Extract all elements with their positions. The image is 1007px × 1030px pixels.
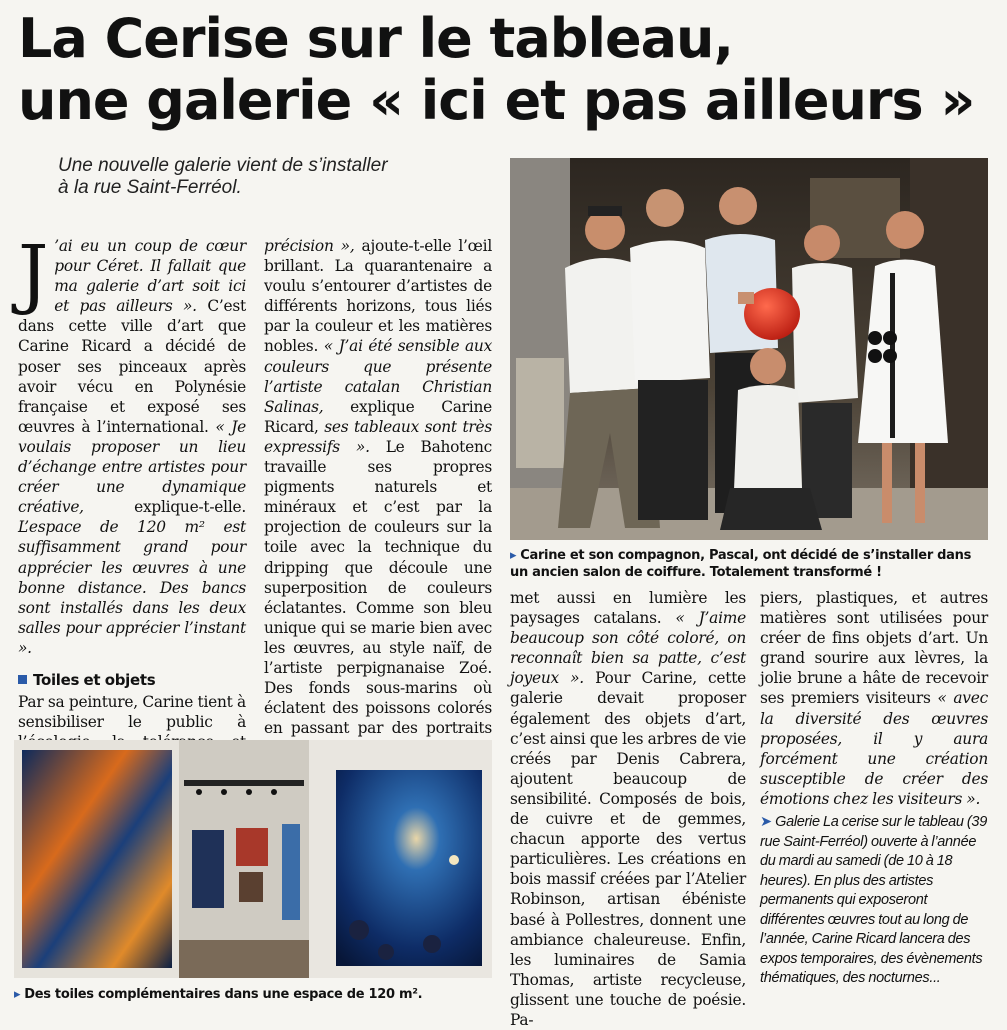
caption-arrow-icon: ▸ bbox=[510, 548, 517, 563]
photo-gallery-interior-illustration bbox=[14, 740, 492, 978]
subheading bbox=[18, 670, 246, 690]
text-c3p1: met aussi en lumière les paysages catalans. bbox=[510, 589, 746, 628]
caption-photo-2-text: Des toiles complémentaires dans une espace de 120 m². bbox=[24, 987, 423, 1002]
quote-0: précision », bbox=[264, 237, 355, 255]
article-column-3 bbox=[510, 588, 746, 1030]
text-c2p2: explique Carine Ricard, bbox=[264, 397, 492, 436]
deck-line-2: à la rue Saint-Ferréol. bbox=[58, 177, 242, 198]
quote-intro: ’ai eu un coup de cœur pour Céret. Il fallait que ma galerie d’art soit ici et pas ailleurs ». bbox=[54, 237, 246, 316]
caption-photo-2 bbox=[14, 986, 492, 1003]
quote-c2-1: « J’ai été sensible aux couleurs que présente l’artiste catalan Christian Salinas, bbox=[264, 337, 492, 416]
quote-2: L’espace de 120 m² est suffisamment grand pour apprécier les œuvres à une bonne distance. Des bancs sont installés dans les deux salles pour apprécier l’instant ». bbox=[18, 518, 246, 657]
paragraph-5 bbox=[760, 588, 988, 809]
text-p3: Par sa peinture, Carine tient à sensibiliser le public à bbox=[18, 693, 246, 732]
headline bbox=[18, 8, 998, 132]
info-arrow-icon: ➤ bbox=[760, 814, 772, 831]
paragraph-3 bbox=[264, 236, 492, 758]
article-column-2 bbox=[264, 236, 492, 758]
quote-c2-2: ses tableaux sont très expressifs ». bbox=[264, 417, 492, 456]
quote-c4-1: « avec la diversité des œuvres proposées, il y aura forcément une création susceptible de créer des émotions chez les visiteurs ». bbox=[760, 689, 988, 808]
quote-1: « Je voulais proposer un lieu d’échange entre artistes pour créer une dynamique créative, bbox=[18, 417, 247, 517]
paragraph-intro bbox=[18, 228, 247, 658]
deck-line-1: Une nouvelle galerie vient de s’installer bbox=[58, 155, 388, 176]
text-c2p3: Le Bahotenc travaille ses propres pigments naturels et minéraux et c’est par la projection de couleurs sur la toile avec la technique du dripping que découle une superposition de couleurs éclatantes. Comme son bleu unique qui se marie bien avec les œuvres, au style naïf, de l’artiste perpignanaise Zoé. Des fonds sous-marins où éclatent des poissons colorés en passant par des portraits bbox=[264, 437, 492, 738]
drop-cap: J bbox=[18, 228, 49, 317]
paragraph-4 bbox=[510, 588, 746, 1030]
photo-gallery-team-illustration bbox=[510, 158, 988, 540]
photo-gallery-interior bbox=[14, 740, 492, 978]
subheading-text: Toiles et objets bbox=[33, 670, 156, 689]
quote-c3-1: « J’aime beaucoup son côté coloré, on reconnaît bien sa patte, c’est joyeux ». bbox=[510, 609, 746, 688]
text-p1: C’est dans cette ville d’art que Carine Ricard a décidé de poser ses pinceaux après avoir vécu en Polynésie française et exposé ses œuvres à l’international. bbox=[18, 297, 246, 436]
square-bullet-icon bbox=[18, 675, 27, 684]
article-column-1 bbox=[18, 228, 247, 813]
text-c4p1: piers, plastiques, et autres matières sont utilisées pour créer de fins objets d’art. Un grand sourire aux lèvres, la jolie brune a hâte de recevoir ses premiers visiteurs bbox=[760, 589, 988, 708]
practical-info bbox=[760, 813, 988, 989]
practical-info-text: Galerie La cerise sur le tableau (39 rue Saint-Ferréol) ouverte à l’année du mardi au samedi (de 10 à 18 heures). En plus des artistes permanents qui exposeront différentes œuvres tout au long de l’année, Carine Ricard lancera des expos temporaires, des évènements thématiques, des nocturnes... bbox=[760, 814, 987, 987]
text-c3p2: Pour Carine, cette galerie devait proposer également des objets d’art, c’est ainsi que les arbres de vie créés par Denis Cabrera, ajoutent beaucoup de sensibilité. Composés de bois, de cuivre et de gemmes, chacun apporte des vertus particulières. Les créations en bois massif créées par l’Atelier Robinson, artisan ébéniste basé à Pollestres, donnent une ambiance chaleureuse. Enfin, les luminaires de Samia Thomas, artiste recycleuse, glissent une touche de poésie. Pa- bbox=[510, 669, 746, 1029]
deck bbox=[58, 155, 438, 199]
caption-photo-1-text: Carine et son compagnon, Pascal, ont décidé de s’installer dans un ancien salon de coiffure. Totalement transformé ! bbox=[510, 548, 972, 580]
article-column-4 bbox=[760, 588, 988, 989]
text-c2p1: ajoute-t-elle l’œil brillant. La quarantenaire a voulu s’entourer d’artistes de différents horizons, tous liés par la couleur et les matières nobles. bbox=[264, 237, 492, 356]
text-p2: explique-t-elle. bbox=[83, 498, 246, 517]
headline-line-2: une galerie « ici et pas ailleurs » bbox=[18, 69, 975, 132]
headline-line-1: La Cerise sur le tableau, bbox=[18, 7, 733, 70]
photo-gallery-team bbox=[510, 158, 988, 540]
caption-arrow-icon-2: ▸ bbox=[14, 987, 21, 1002]
caption-photo-1 bbox=[510, 547, 988, 581]
